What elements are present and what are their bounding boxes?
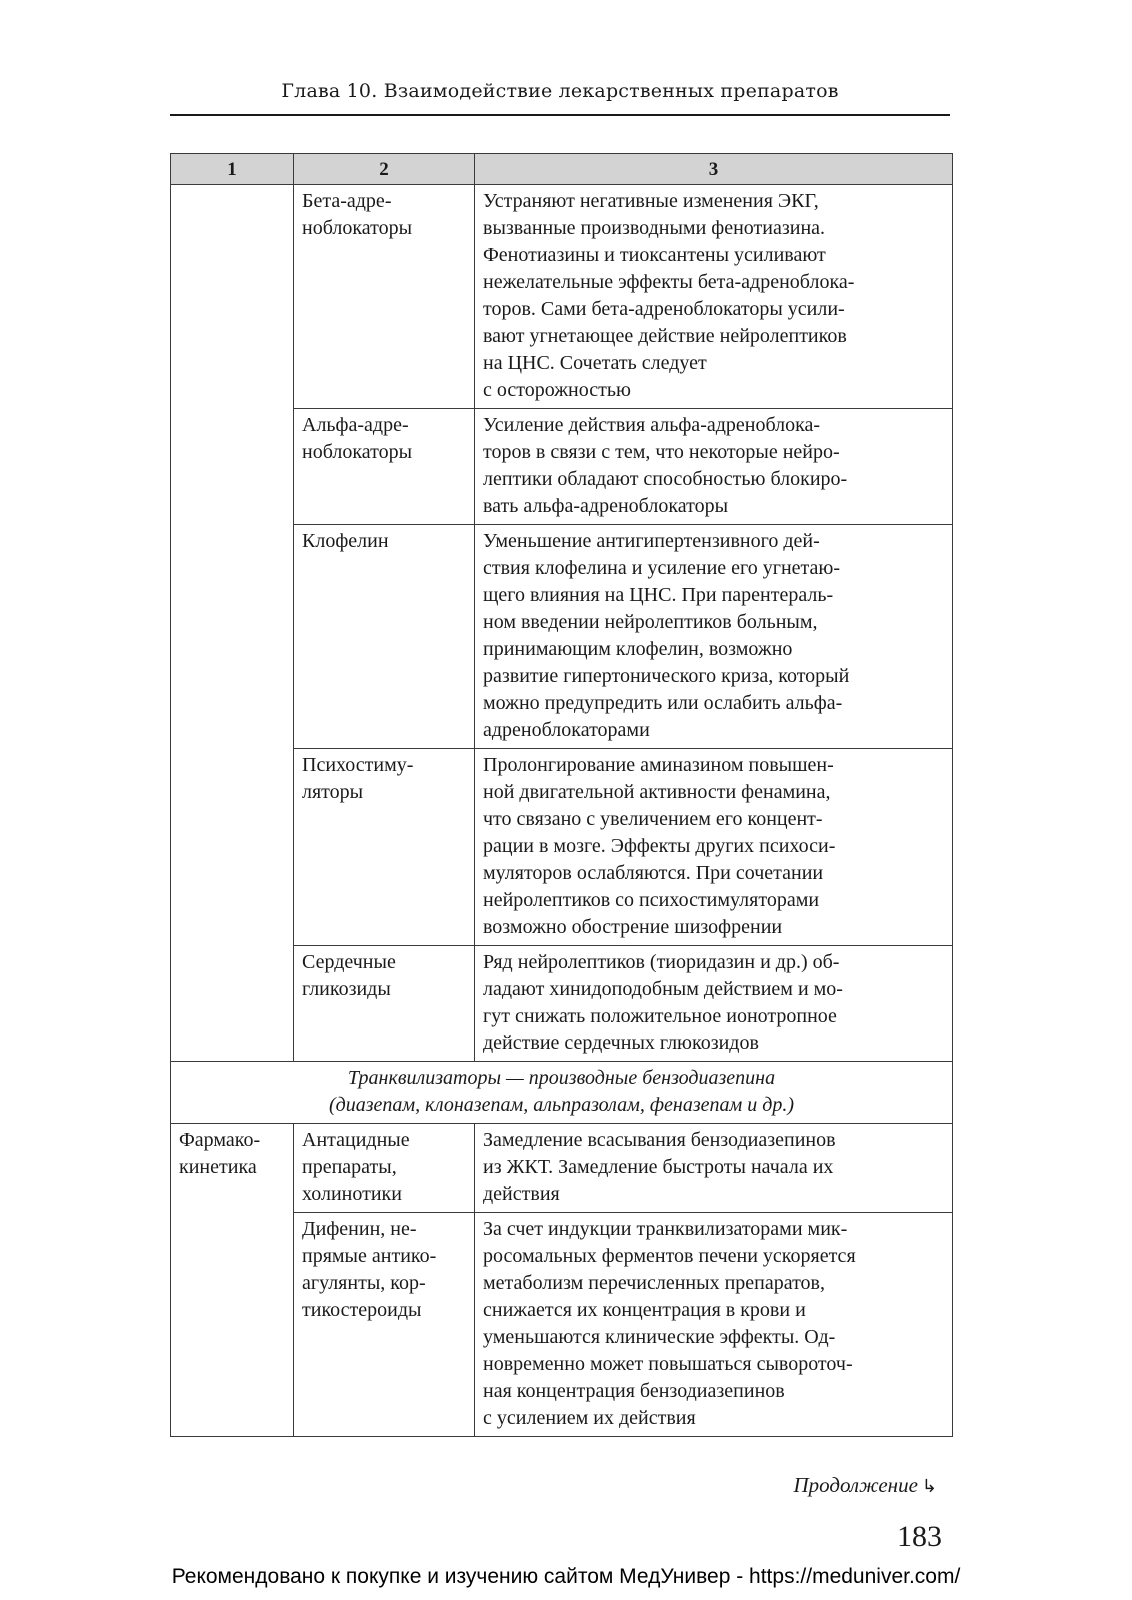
category-label: Фармако- кинетика [179, 1129, 261, 1178]
drug-name: Психостиму- ляторы [302, 754, 414, 803]
drug-interactions-table [170, 153, 953, 1437]
category-cell-empty [171, 185, 294, 1062]
drug-cell [294, 525, 475, 749]
drug-cell [294, 1124, 475, 1213]
effect-cell [475, 525, 953, 749]
effect-cell [475, 1213, 953, 1437]
group-heading: Транквилизаторы — производные бензодиазепина (диазепам, клоназепам, альпразолам, феназепам и др.) [328, 1067, 795, 1116]
drug-name: Антацидные препараты, холинотики [302, 1129, 410, 1205]
drug-name: Клофелин [302, 530, 389, 552]
table-row [171, 185, 953, 409]
drug-name: Сердечные гликозиды [302, 951, 396, 1000]
group-heading-cell [171, 1062, 953, 1124]
drug-cell [294, 409, 475, 525]
effect-cell [475, 409, 953, 525]
drug-cell [294, 1213, 475, 1437]
effect-text: За счет индукции транквилизаторами мик- росомальных ферментов печени ускоряется метаболизм перечисленных препаратов, снижается их концентрация в крови и уменьшаются клинические эффекты. Од- новременно может повышаться сывороточ- ная концентрация бензодиазепинов с усилением их действия [483, 1218, 856, 1429]
effect-text: Усиление действия альфа-адреноблока- торов в связи с тем, что некоторые нейро- лептики обладают способностью блокиро- вать альфа-адреноблокаторы [483, 414, 848, 517]
header-rule [170, 114, 950, 116]
effect-text: Ряд нейролептиков (тиоридазин и др.) об- ладают хинидоподобным действием и мо- гут снижать положительное ионотропное действие сердечных глюкозидов [483, 951, 843, 1054]
running-header: Глава 10. Взаимодействие лекарственных препаратов [281, 80, 839, 102]
continuation-arrow-icon: ↳ [921, 1476, 937, 1496]
effect-cell [475, 946, 953, 1062]
table-row [171, 1124, 953, 1213]
drug-name: Дифенин, не- прямые антико- агулянты, кор- тикостероиды [302, 1218, 437, 1321]
effect-cell [475, 185, 953, 409]
group-heading-row [171, 1062, 953, 1124]
column-header-3: 3 [475, 154, 953, 185]
effect-text: Замедление всасывания бензодиазепинов из ЖКТ. Замедление быстроты начала их действия [483, 1129, 836, 1205]
category-cell [171, 1124, 294, 1437]
continuation-label: Продолжение [793, 1473, 918, 1497]
drug-cell [294, 946, 475, 1062]
effect-text: Устраняют негативные изменения ЭКГ, вызванные производными фенотиазина. Фенотиазины и тиоксантены усиливают нежелательные эффекты бета-адреноблока- торов. Сами бета-адреноблокаторы усили- вают угнетающее действие нейролептиков на ЦНС. Сочетать следует с осторожностью [483, 190, 855, 401]
column-header-2: 2 [294, 154, 475, 185]
effect-text: Пролонгирование аминазином повышен- ной двигательной активности фенамина, что связано с увеличением его концент- рации в мозге. Эффекты других психоси- муляторов ослабляются. При сочетании нейролептиков со психостимуляторами возможно обострение шизофрении [483, 754, 836, 938]
effect-cell [475, 1124, 953, 1213]
column-header-1: 1 [171, 154, 294, 185]
drug-cell [294, 185, 475, 409]
table-header-row [171, 154, 953, 185]
page-number: 183 [897, 1520, 942, 1553]
effect-text: Уменьшение антигипертензивного дей- ствия клофелина и усиление его угнетаю- щего влияния на ЦНС. При парентераль- ном введении нейролептиков больным, принимающим клофелин, возможно развитие гипертонического криза, который можно предупредить или ослабить альфа- адреноблокаторами [483, 530, 850, 741]
drug-name: Бета-адре- ноблокаторы [302, 190, 413, 239]
drug-cell [294, 749, 475, 946]
footer-banner: Рекомендовано к покупке и изучению сайтом МедУнивер - https://meduniver.com/ [171, 1565, 961, 1588]
effect-cell [475, 749, 953, 946]
continuation-note [793, 1473, 937, 1498]
drug-name: Альфа-адре- ноблокаторы [302, 414, 413, 463]
